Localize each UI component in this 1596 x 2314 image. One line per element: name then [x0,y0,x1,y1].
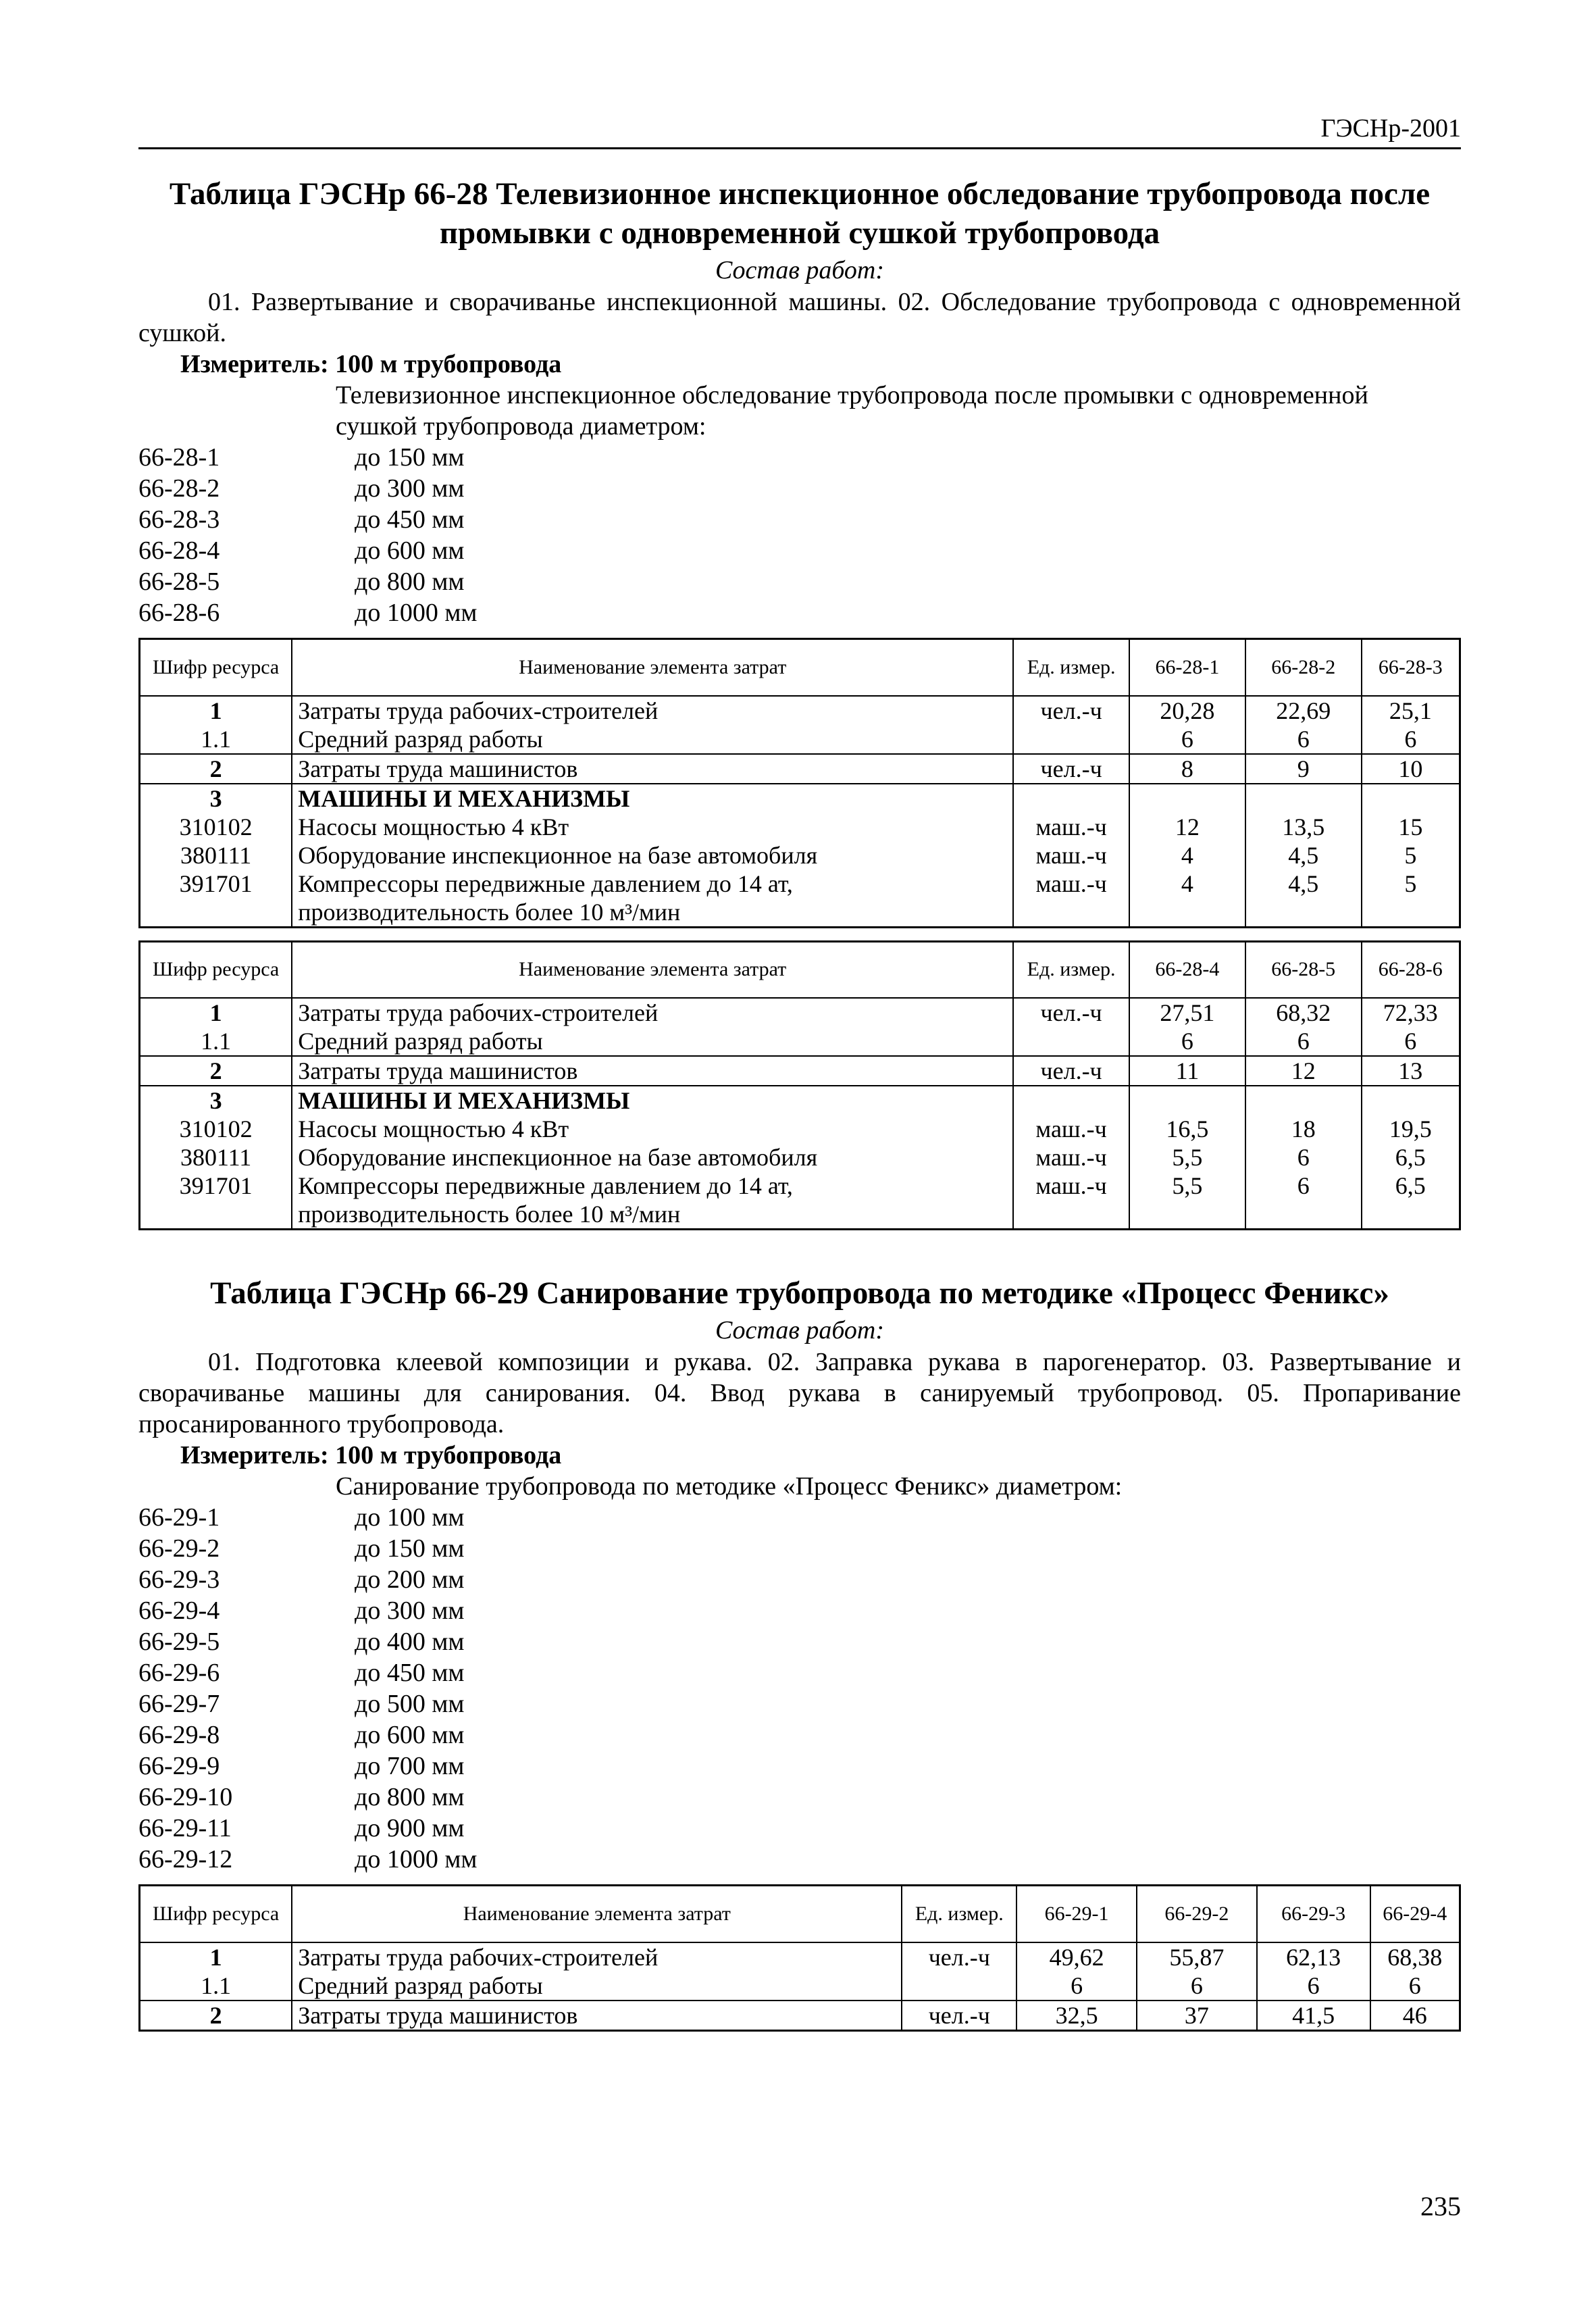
norm-value: 12 [1129,813,1245,841]
table-row [140,1027,1460,1056]
norm-value: 5 [1362,841,1460,870]
table-row [140,870,1460,928]
table-row [140,1056,1460,1086]
variant-code: 66-29-12 [138,1845,233,1873]
col-header-variant: 66-28-6 [1362,941,1460,998]
cost-element: МАШИНЫ И МЕХАНИЗМЫ [292,784,1013,813]
cost-element: Оборудование инспекционное на базе автомобиля [292,841,1013,870]
section-title: Таблица ГЭСНр 66-28 Телевизионное инспекционное обследование трубопровода после промывки с одновременной сушкой трубопровода [169,176,1431,251]
resource-code: 2 [140,754,292,784]
variant-list [138,442,1461,628]
variant-code: 66-29-2 [138,1534,220,1563]
variant-code: 66-29-9 [138,1752,220,1780]
variant-code: 66-28-5 [138,568,220,596]
norm-table [138,1884,1461,2032]
variant-text: до 300 мм [355,474,465,503]
col-header-variant: 66-29-4 [1370,1886,1460,1942]
variant-text: до 450 мм [355,505,465,534]
col-header-variant: 66-28-2 [1245,639,1362,696]
norm-value: 12 [1245,1056,1362,1086]
col-header-name: Наименование элемента затрат [292,1886,902,1942]
variant-row [138,1657,1461,1688]
norm-value: 4,5 [1245,841,1362,870]
work-text: 01. Развертывание и сворачиванье инспекционной машины. 02. Обследование трубопровода с одновременной сушкой. [138,288,1461,347]
variant-row [138,1564,1461,1595]
variant-code: 66-28-1 [138,443,220,472]
col-header-variant: 66-28-1 [1129,639,1245,696]
cost-element: Затраты труда машинистов [292,2001,902,2031]
col-header-variant: 66-28-3 [1362,639,1460,696]
norm-value: 5,5 [1129,1172,1245,1230]
table-row [140,1971,1460,2001]
section-66-28 [138,174,1461,1230]
variant-text: до 100 мм [355,1503,465,1532]
norm-value: 5,5 [1129,1143,1245,1172]
resource-code: 1 [140,696,292,725]
variant-code: 66-29-8 [138,1721,220,1749]
resource-code: 310102 [140,813,292,841]
norm-value: 6 [1129,725,1245,754]
unit [1013,1086,1129,1115]
col-header-code: Шифр ресурса [140,639,292,696]
cost-element: Затраты труда рабочих-строителей [292,696,1013,725]
variant-code: 66-29-5 [138,1628,220,1656]
resource-code: 1.1 [140,1971,292,2001]
resource-code: 1 [140,998,292,1027]
resource-code: 2 [140,2001,292,2031]
variant-row [138,1595,1461,1626]
work-label: Состав работ: [715,256,885,284]
cost-element: Оборудование инспекционное на базе автомобиля [292,1143,1013,1172]
variant-row [138,597,1461,628]
unit [902,1971,1016,2001]
norm-value: 6 [1362,725,1460,754]
norm-value: 6 [1245,1172,1362,1230]
variant-row [138,1688,1461,1719]
variant-text: до 1000 мм [355,599,478,627]
variant-row [138,1844,1461,1875]
norm-value: 20,28 [1129,696,1245,725]
norm-value: 19,5 [1362,1115,1460,1143]
col-header-name: Наименование элемента затрат [292,639,1013,696]
resource-code: 1.1 [140,725,292,754]
col-header-variant: 66-29-3 [1257,1886,1370,1942]
meter: Измеритель: 100 м трубопровода [180,1441,562,1469]
norm-value: 37 [1137,2001,1257,2031]
unit [1013,784,1129,813]
norm-value: 68,38 [1370,1942,1460,1971]
description: Телевизионное инспекционное обследование трубопровода после промывки с одновременной сушкой трубопровода диаметром: [336,381,1368,441]
norm-value: 13,5 [1245,813,1362,841]
unit: чел.-ч [902,2001,1016,2031]
cost-element: Затраты труда машинистов [292,754,1013,784]
norm-value: 6 [1245,725,1362,754]
norm-value: 62,13 [1257,1942,1370,1971]
cost-element: Средний разряд работы [292,1027,1013,1056]
resource-code: 3 [140,784,292,813]
variant-text: до 900 мм [355,1814,465,1842]
resource-code: 391701 [140,1172,292,1230]
table-row [140,725,1460,754]
col-header-variant: 66-29-1 [1016,1886,1137,1942]
variant-code: 66-29-7 [138,1690,220,1718]
cost-element: Насосы мощностью 4 кВт [292,1115,1013,1143]
norm-table-b [138,940,1461,1231]
unit [1013,725,1129,754]
cost-element: Компрессоры передвижные давлением до 14 ат, производительность более 10 м³/мин [292,1172,1013,1230]
unit: чел.-ч [902,1942,1016,1971]
table-row [140,754,1460,784]
document-code: ГЭСНр-2001 [1320,114,1461,143]
variant-row [138,1813,1461,1844]
col-header-variant: 66-28-5 [1245,941,1362,998]
norm-value: 49,62 [1016,1942,1137,1971]
variant-row [138,1782,1461,1813]
norm-value: 8 [1129,754,1245,784]
norm-value: 6 [1137,1971,1257,2001]
variant-text: до 600 мм [355,536,465,565]
variant-code: 66-29-1 [138,1503,220,1532]
unit: маш.-ч [1013,813,1129,841]
variant-code: 66-29-3 [138,1565,220,1594]
variant-row [138,1719,1461,1751]
col-header-variant: 66-29-2 [1137,1886,1257,1942]
norm-value [1362,1086,1460,1115]
norm-value: 6,5 [1362,1143,1460,1172]
table-row [140,696,1460,725]
variant-row [138,504,1461,535]
table-row [140,1942,1460,1971]
variant-code: 66-29-11 [138,1814,232,1842]
variant-row [138,1502,1461,1533]
table-row [140,1115,1460,1143]
table-row [140,1143,1460,1172]
work-label: Состав работ: [715,1316,885,1344]
norm-value: 72,33 [1362,998,1460,1027]
variant-text: до 800 мм [355,568,465,596]
norm-value: 5 [1362,870,1460,928]
norm-value: 6,5 [1362,1172,1460,1230]
norm-value: 9 [1245,754,1362,784]
norm-value: 10 [1362,754,1460,784]
col-header-name: Наименование элемента затрат [292,941,1013,998]
variant-row [138,535,1461,566]
norm-value [1129,1086,1245,1115]
cost-element: Насосы мощностью 4 кВт [292,813,1013,841]
header-rule [138,147,1461,149]
unit: маш.-ч [1013,841,1129,870]
unit: чел.-ч [1013,1056,1129,1086]
norm-value [1362,784,1460,813]
variant-row [138,566,1461,597]
variant-row [138,473,1461,504]
table-row [140,841,1460,870]
norm-value: 4,5 [1245,870,1362,928]
unit: маш.-ч [1013,870,1129,928]
unit: маш.-ч [1013,1115,1129,1143]
variant-text: до 200 мм [355,1565,465,1594]
description: Санирование трубопровода по методике «Процесс Феникс» диаметром: [336,1472,1123,1501]
norm-value: 25,1 [1362,696,1460,725]
meter: Измеритель: 100 м трубопровода [180,350,562,378]
cost-element: МАШИНЫ И МЕХАНИЗМЫ [292,1086,1013,1115]
norm-value: 6 [1362,1027,1460,1056]
resource-code: 380111 [140,841,292,870]
section-title: Таблица ГЭСНр 66-29 Санирование трубопровода по методике «Процесс Феникс» [210,1276,1389,1311]
variant-row [138,1751,1461,1782]
variant-code: 66-28-2 [138,474,220,503]
header-row [140,1886,1460,1942]
unit: чел.-ч [1013,696,1129,725]
norm-value: 55,87 [1137,1942,1257,1971]
variant-row [138,442,1461,473]
norm-value: 4 [1129,870,1245,928]
norm-value: 18 [1245,1115,1362,1143]
variant-code: 66-29-10 [138,1783,233,1811]
variant-text: до 700 мм [355,1752,465,1780]
norm-value: 6 [1257,1971,1370,2001]
variant-code: 66-28-6 [138,599,220,627]
variant-text: до 150 мм [355,443,465,472]
cost-element: Затраты труда рабочих-строителей [292,998,1013,1027]
resource-code: 2 [140,1056,292,1086]
table-row [140,1086,1460,1115]
variant-text: до 800 мм [355,1783,465,1811]
resource-code: 1.1 [140,1027,292,1056]
norm-value: 6 [1245,1143,1362,1172]
header-row [140,941,1460,998]
variant-text: до 1000 мм [355,1845,478,1873]
norm-value: 13 [1362,1056,1460,1086]
cost-element: Затраты труда рабочих-строителей [292,1942,902,1971]
resource-code: 3 [140,1086,292,1115]
norm-value [1245,1086,1362,1115]
unit: чел.-ч [1013,998,1129,1027]
header-row [140,639,1460,696]
unit: маш.-ч [1013,1172,1129,1230]
col-header-code: Шифр ресурса [140,941,292,998]
norm-table-a [138,638,1461,928]
variant-text: до 600 мм [355,1721,465,1749]
norm-value: 32,5 [1016,2001,1137,2031]
norm-value: 16,5 [1129,1115,1245,1143]
norm-value: 11 [1129,1056,1245,1086]
variant-code: 66-29-6 [138,1659,220,1687]
cost-element: Затраты труда машинистов [292,1056,1013,1086]
table-row [140,1172,1460,1230]
norm-value: 6 [1129,1027,1245,1056]
resource-code: 380111 [140,1143,292,1172]
norm-value: 46 [1370,2001,1460,2031]
table-row [140,998,1460,1027]
norm-value: 6 [1370,1971,1460,2001]
norm-value: 4 [1129,841,1245,870]
variant-text: до 150 мм [355,1534,465,1563]
norm-value: 68,32 [1245,998,1362,1027]
norm-value: 15 [1362,813,1460,841]
norm-value [1129,784,1245,813]
col-header-unit: Ед. измер. [1013,639,1129,696]
resource-code: 1 [140,1942,292,1971]
norm-value [1245,784,1362,813]
variant-text: до 400 мм [355,1628,465,1656]
cost-element: Средний разряд работы [292,725,1013,754]
col-header-unit: Ед. измер. [902,1886,1016,1942]
variant-list [138,1502,1461,1875]
variant-code: 66-28-4 [138,536,220,565]
norm-value: 6 [1245,1027,1362,1056]
unit: чел.-ч [1013,754,1129,784]
variant-code: 66-29-4 [138,1596,220,1625]
variant-row [138,1626,1461,1657]
unit [1013,1027,1129,1056]
resource-code: 391701 [140,870,292,928]
norm-value: 27,51 [1129,998,1245,1027]
variant-text: до 450 мм [355,1659,465,1687]
page-number: 235 [1420,2191,1461,2221]
variant-code: 66-28-3 [138,505,220,534]
norm-value: 6 [1016,1971,1137,2001]
section-66-29 [138,1274,1461,2032]
unit: маш.-ч [1013,1143,1129,1172]
variant-row [138,1533,1461,1564]
col-header-code: Шифр ресурса [140,1886,292,1942]
col-header-unit: Ед. измер. [1013,941,1129,998]
norm-value: 22,69 [1245,696,1362,725]
col-header-variant: 66-28-4 [1129,941,1245,998]
norm-value: 41,5 [1257,2001,1370,2031]
cost-element: Компрессоры передвижные давлением до 14 ат, производительность более 10 м³/мин [292,870,1013,928]
table-row [140,813,1460,841]
work-text: 01. Подготовка клеевой композиции и рукава. 02. Заправка рукава в парогенератор. 03. Развертывание и сворачиванье машины для санирования. 04. Ввод рукава в санируемый трубопровод. 05. Пропаривание просанированного трубопровода. [138,1348,1461,1438]
cost-element: Средний разряд работы [292,1971,902,2001]
variant-text: до 300 мм [355,1596,465,1625]
variant-text: до 500 мм [355,1690,465,1718]
resource-code: 310102 [140,1115,292,1143]
table-row [140,784,1460,813]
table-row [140,2001,1460,2031]
